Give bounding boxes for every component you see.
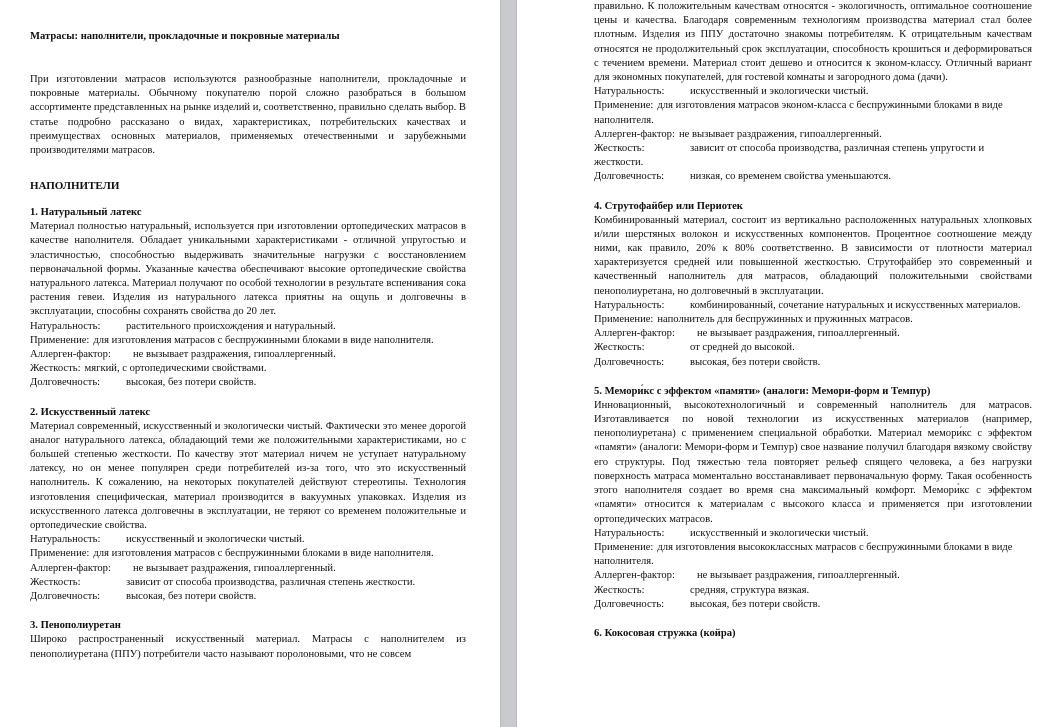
- property-key: Применение:: [30, 548, 90, 560]
- item-memorix: [594, 385, 1032, 612]
- property-key: Жесткость:: [30, 363, 81, 375]
- property-key: Жесткость:: [30, 576, 81, 588]
- property-value: высокая, без потери свойств.: [690, 598, 821, 610]
- property-key: Натуральность:: [594, 299, 665, 311]
- property-value: искусственный и экологически чистый.: [126, 534, 305, 546]
- property-key: Натуральность:: [594, 86, 665, 98]
- property-row: [594, 99, 1032, 127]
- property-row: [30, 376, 466, 390]
- property-row: [594, 327, 1032, 341]
- property-value: зависит от способа производства, различная степень упругости и жесткости.: [594, 143, 985, 169]
- item-title: 1. Натуральный латекс: [30, 207, 142, 219]
- property-value: для изготовления матрасов с беспружинными блоками в виде наполнителя.: [93, 334, 434, 346]
- property-value: для изготовления матрасов с беспружинными блоками в виде наполнителя.: [93, 548, 434, 560]
- property-value: высокая, без потери свойств.: [126, 377, 257, 389]
- item-body: Широко распространенный искусственный материал. Матрасы с наполнителем из пенополиуретана (ППУ) потребители часто называют поролоновыми, что не совсем: [30, 634, 466, 660]
- property-row: [594, 142, 1032, 170]
- property-row: [594, 85, 1032, 99]
- item-body: Материал полностью натуральный, используется при изготовлении ортопедических матрасов в качестве наполнителя. Обладает уникальными характеристиками - отличной упругостью и эластичностью, способностью выдерживать значительные нагрузки с восстановлением первоначальной формы. Указанные качества обеспечивают высокие ортопедические свойства натурального латекса. Материал получают по особой технологии в результате вспенивания сока растения гевеи. Изделия из натурального латекса приятны на ощупь и долговечны в эксплуатации, способны сохранять свойства до 20 лет.: [30, 221, 466, 318]
- property-key: Применение:: [30, 334, 90, 346]
- property-value: для изготовления высококлассных матрасов с беспружинными блоками в виде наполнителя.: [594, 541, 1013, 568]
- item-body: Инновационный, высокотехнологичный и современный наполнитель для матрасов. Изготавливается по новой технологии из искусственных материалов (например, пенополиуретана) с применением специальной обработки. Материал мемори́кс с эффектом «памяти» (аналоги: Мемори-форм и Темпур) свое название получил благодаря вязкому свойству его структуры. Под тяжестью тела повторяет рельеф спящего человека, а без нагрузки поверхность матраса моментально восстанавливает первоначальную форму. Такая особенность этого наполнителя создает во время сна максимальный комфорт. Мемори́кс с эффектом «памяти» относится к материалам с высокого класса и применяется при изготовлении ортопедических матрасов.: [594, 399, 1032, 525]
- property-row: [594, 598, 1032, 612]
- property-row: [594, 341, 1032, 355]
- property-row: [594, 569, 1032, 583]
- item-polyurethane-continued: [594, 0, 1032, 185]
- property-value: наполнитель для беспружинных и пружинных матрасов.: [657, 314, 913, 326]
- item-title: 5. Мемори́кс с эффектом «памяти» (аналоги: Мемори-форм и Темпур): [594, 385, 931, 397]
- property-value: средняя, структура вязкая.: [690, 584, 810, 596]
- property-row: [30, 362, 466, 376]
- item-natural-latex: [30, 206, 466, 390]
- property-key: Долговечность:: [594, 598, 665, 610]
- item-title: 4. Струтофайбер или Периотек: [594, 200, 743, 212]
- page-gap: [500, 0, 517, 727]
- property-value: искусственный и экологически чистый.: [690, 527, 869, 539]
- property-key: Долговечность:: [30, 591, 101, 603]
- property-key: Применение:: [594, 100, 654, 112]
- property-row: [30, 320, 466, 334]
- property-key: Применение:: [594, 541, 654, 553]
- property-value: высокая, без потери свойств.: [126, 591, 257, 603]
- item-body: Материал современный, искусственный и экологически чистый. Фактически это менее дорогой аналог натурального латекса, обладающий теми же положительными характеристиками, но с большей степенью жесткости. По качеству этот материал ничем не уступает натуральному латексу, но он менее популярен среди потребителей из-за того, что это искусственный наполнитель. К сожалению, на некоторых покупателей действуют стереотипы. Технология изготовления специфическая, материал производится в вакуумных упаковках. Изделия из искусственного латекса долговечны в эксплуатации, не теряют со временем положительные и ортопедические свойства.: [30, 420, 466, 532]
- property-key: Натуральность:: [30, 534, 101, 546]
- document-page-right: [517, 0, 1052, 727]
- property-key: Натуральность:: [30, 320, 101, 332]
- property-row: [30, 533, 466, 547]
- property-key: Аллерген-фактор:: [594, 328, 675, 340]
- property-row: [594, 356, 1032, 370]
- property-key: Аллерген-фактор:: [30, 349, 111, 361]
- property-value: не вызывает раздражения, гипоаллергенный.: [696, 328, 900, 340]
- property-key: Долговечность:: [30, 377, 101, 389]
- item-body: Комбинированный материал, состоит из вертикально расположенных натуральных хлопковых и/или шерстяных волокон и искусственных компонентов. Процентное соотношение между ними, как правило, 20% к 80% соответственно. В зависимости от плотности материал характеризуется средней или повышенной жесткостью. Струтофайбер это современный и качественный наполнитель для матрасов, обладающий положительными свойствами пенополиуретана, но долговечный в эксплуатации.: [594, 214, 1032, 297]
- property-value: низкая, со временем свойства уменьшаются.: [690, 171, 891, 183]
- property-key: Жесткость:: [594, 143, 645, 155]
- property-key: Долговечность:: [594, 171, 665, 183]
- property-value: мягкий, с ортопедическими свойствами.: [84, 363, 267, 375]
- property-value: не вызывает раздражения, гипоаллергенный.: [132, 349, 336, 361]
- property-key: Долговечность:: [594, 356, 665, 368]
- property-row: [30, 576, 466, 590]
- document-title: Матрасы: наполнители, прокладочные и покровные материалы: [30, 31, 340, 42]
- property-row: [594, 584, 1032, 598]
- document-page-left: [0, 0, 500, 727]
- property-row: [594, 128, 1032, 142]
- item-coconut-coir: [594, 627, 1032, 641]
- property-key: Аллерген-фактор:: [30, 562, 111, 574]
- property-value: не вызывает раздражения, гипоаллергенный.: [696, 570, 900, 582]
- property-value: для изготовления матрасов эконом-класса с беспружинными блоками в виде наполнителя.: [594, 100, 1003, 126]
- property-row: [594, 313, 1032, 327]
- property-value: растительного происхождения и натуральный.: [126, 320, 336, 332]
- property-row: [594, 170, 1032, 184]
- property-value: искусственный и экологически чистый.: [690, 86, 869, 98]
- property-row: [594, 541, 1032, 569]
- property-value: комбинированный, сочетание натуральных и искусственных материалов.: [690, 299, 1021, 311]
- property-key: Аллерген-фактор:: [594, 128, 675, 140]
- property-key: Применение:: [594, 314, 654, 326]
- property-row: [30, 562, 466, 576]
- item-title: 3. Пенополиуретан: [30, 620, 121, 632]
- intro-paragraph: При изготовлении матрасов используются разнообразные наполнители, прокладочные и покровные материалы. Обычному покупателю порой сложно разобраться в большом ассортименте представленных на рынке изделий и, соответственно, правильно сделать выбор. В статье подробно рассказано о видах, характеристиках, потребительских качествах и преимуществах основных материалов, применяемых отечественными и зарубежными производителями матрасов.: [30, 74, 466, 157]
- property-row: [30, 334, 466, 348]
- item-strutofiber: [594, 200, 1032, 370]
- property-row: [594, 299, 1032, 313]
- property-value: зависит от способа производства, различная степень жесткости.: [126, 576, 416, 588]
- property-key: Аллерген-фактор:: [594, 570, 675, 582]
- property-row: [30, 547, 466, 561]
- item-artificial-latex: [30, 406, 466, 605]
- property-value: от средней до высокой.: [690, 342, 795, 354]
- property-row: [30, 590, 466, 604]
- property-value: не вызывает раздражения, гипоаллергенный.: [678, 128, 882, 140]
- property-value: не вызывает раздражения, гипоаллергенный.: [132, 562, 336, 574]
- property-key: Натуральность:: [594, 527, 665, 539]
- item-title: 6. Кокосовая стружка (койра): [594, 627, 736, 639]
- property-key: Жесткость:: [594, 342, 645, 354]
- item-polyurethane-foam: [30, 619, 466, 661]
- item-body-continuation: правильно. К положительным качествам относятся - экологичность, оптимальное соотношение цены и качества. Благодаря современным технологиям производства материал стал более плотным. Изделия из ППУ достаточно знакомы потребителям. К отрицательным качествам относятся не продолжительный срок эксплуатации, способность крошиться и деформироваться с течением времени. Материал стоит дешево и относится к эконом-классу. Отличный вариант для экономных покупателей, для гостевой комнаты и загородного дома (дачи).: [594, 1, 1032, 84]
- property-row: [594, 527, 1032, 541]
- property-key: Жесткость:: [594, 584, 645, 596]
- property-row: [30, 348, 466, 362]
- item-title: 2. Искусственный латекс: [30, 406, 151, 418]
- property-value: высокая, без потери свойств.: [690, 356, 821, 368]
- section-heading: НАПОЛНИТЕЛИ: [30, 180, 120, 193]
